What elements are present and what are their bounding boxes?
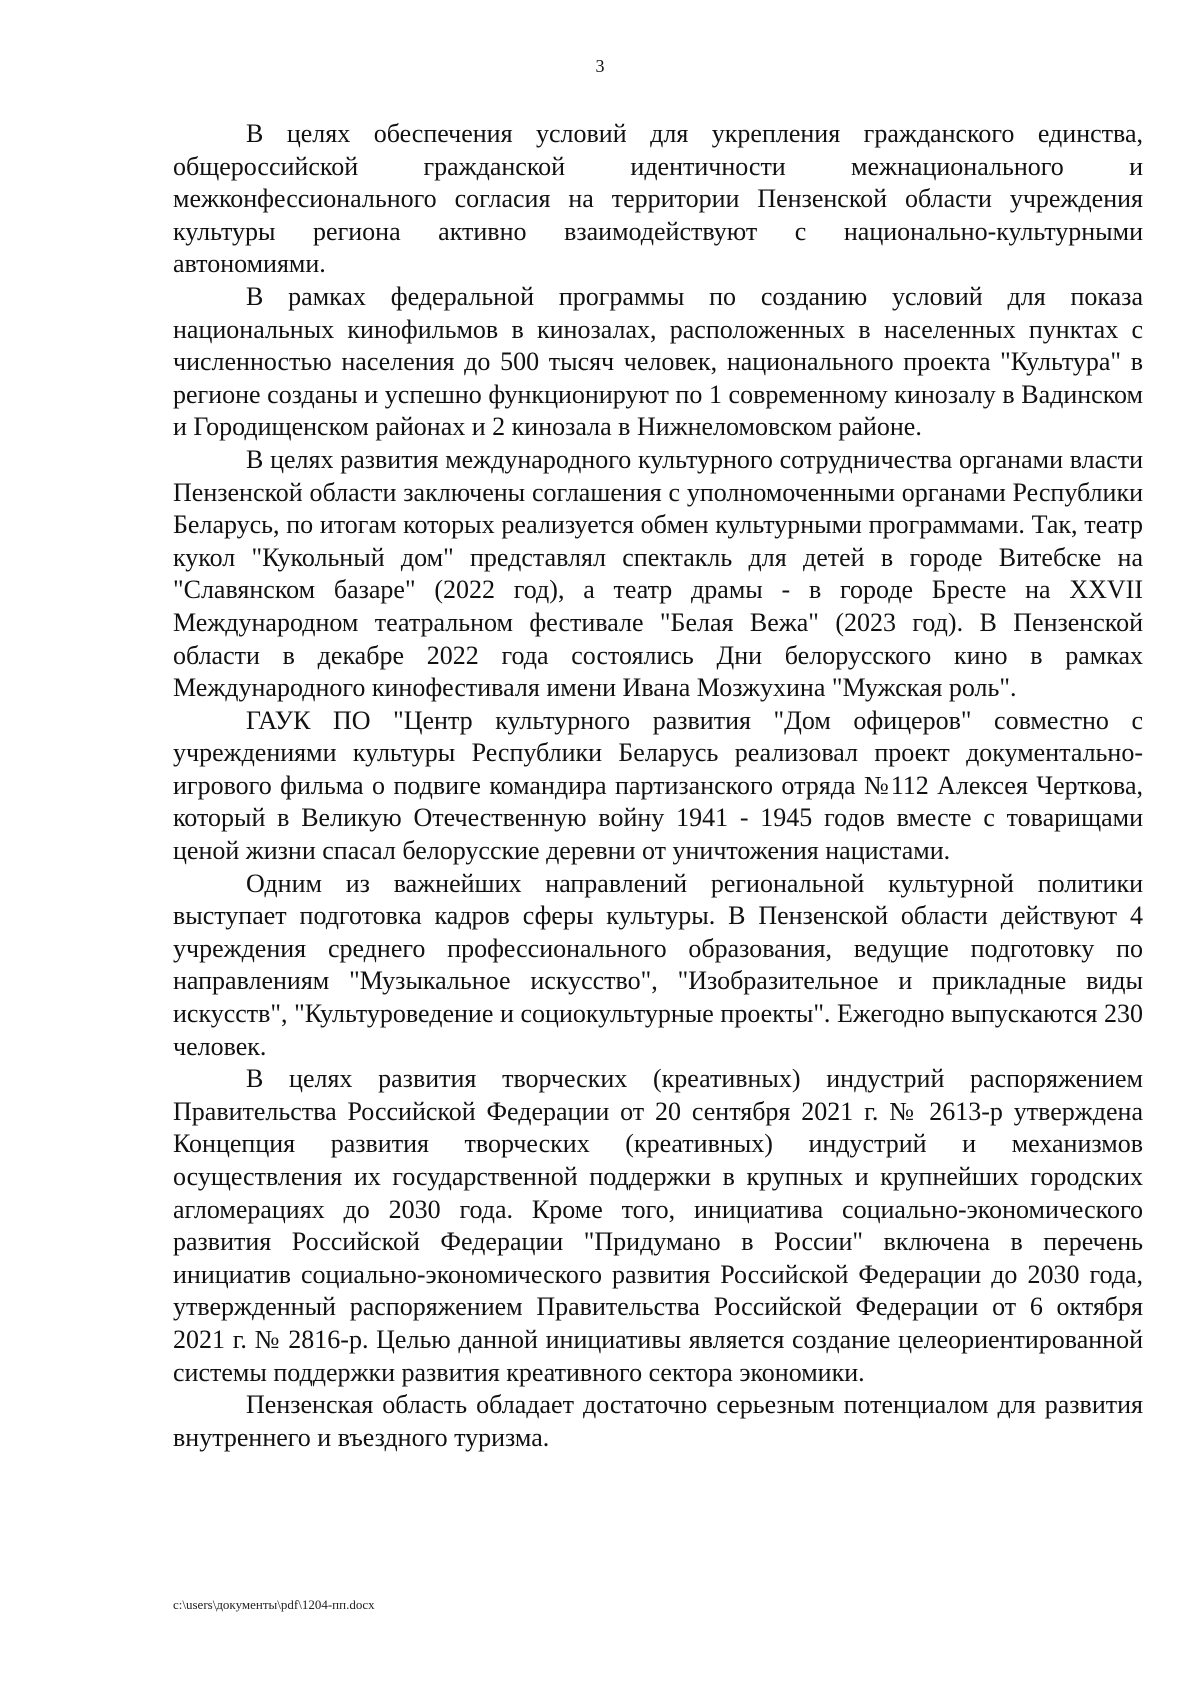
page-number: 3 — [595, 56, 605, 76]
paragraph-staff-training: Одним из важнейших направлений региональной культурной политики выступает подготовка кадров сферы культуры. В Пензенской области действуют 4 учреждения среднего профессионального образования, ведущие подготовку по направлениям "Музыкальное искусство", "Изобразительное и прикладные виды искусств", "Культуроведение и социокультурные проекты". Ежегодно выпускаются 230 человек. — [173, 868, 1143, 1061]
paragraph-cinema-program: В рамках федеральной программы по созданию условий для показа национальных кинофильмов в кинозалах, расположенных в населенных пунктах с численностью населения до 500 тысяч человек, национального проекта "Культура" в регионе созданы и успешно функционируют по 1 современному кинозалу в Вадинском и Городищенском районах и 2 кинозала в Нижнеломовском районе. — [173, 281, 1143, 442]
paragraph-officers-house-project: ГАУК ПО "Центр культурного развития "Дом офицеров" совместно с учреждениями культуры Республики Беларусь реализовал проект документально-игрового фильма о подвиге командира партизанского отряда №112 Алексея Черткова, который в Великую Отечественную войну 1941 - 1945 годов вместе с товарищами ценой жизни спасал белорусские деревни от уничтожения нацистами. — [173, 705, 1143, 866]
document-body — [173, 118, 1143, 1454]
footer-file-path: c:\users\документы\pdf\1204-пп.docx — [173, 1597, 375, 1612]
paragraph-tourism: Пензенская область обладает достаточно серьезным потенциалом для развития внутреннего и въездного туризма. — [173, 1390, 1143, 1452]
paragraph-civic-unity: В целях обеспечения условий для укрепления гражданского единства, общероссийской гражданской идентичности межнационального и межконфессионального согласия на территории Пензенской области учреждения культуры региона активно взаимодействуют с национально-культурными автономиями. — [173, 119, 1143, 279]
paragraph-creative-industries: В целях развития творческих (креативных) индустрий распоряжением Правительства Российской Федерации от 20 сентября 2021 г. № 2613-р утверждена Концепция развития творческих (креативных) индустрий и механизмов осуществления их государственной поддержки в крупных и крупнейших городских агломерациях до 2030 года. Кроме того, инициатива социально-экономического развития Российской Федерации "Придумано в России" включена в перечень инициатив социально-экономического развития Российской Федерации до 2030 года, утвержденный распоряжением Правительства Российской Федерации от 6 октября 2021 г. № 2816-р. Целью данной инициативы является создание целеориентированной системы поддержки развития креативного сектора экономики. — [173, 1064, 1143, 1387]
paragraph-international-cooperation: В целях развития международного культурного сотрудничества органами власти Пензенской области заключены соглашения с уполномоченными органами Республики Беларусь, по итогам которых реализуется обмен культурными программами. Так, театр кукол "Кукольный дом" представлял спектакль для детей в городе Витебске на "Славянском базаре" (2022 год), а театр драмы - в городе Бресте на XXVII Международном театральном фестивале "Белая Вежа" (2023 год). В Пензенской области в декабре 2022 года состоялись Дни белорусского кино в рамках Международного кинофестиваля имени Ивана Мозжухина "Мужская роль". — [173, 444, 1143, 703]
